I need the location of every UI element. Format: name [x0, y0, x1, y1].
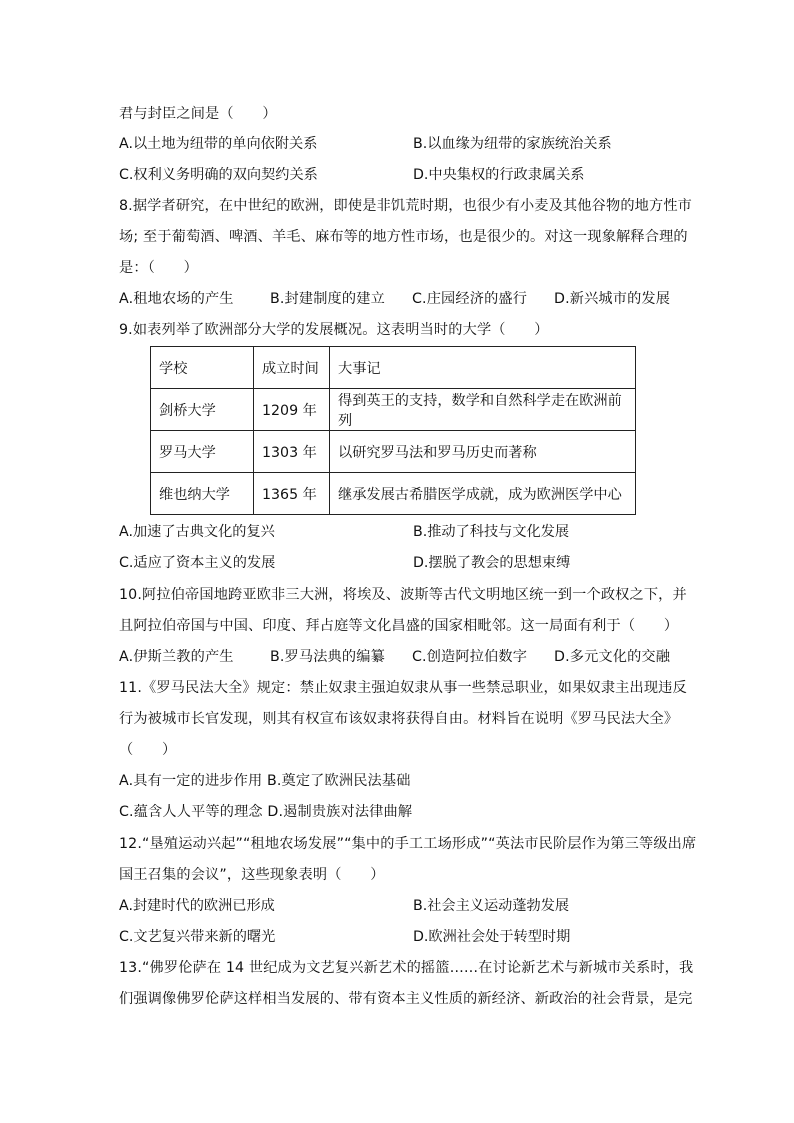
- table-row: [151, 431, 636, 473]
- q7-stem: 君与封臣之间是（ ）: [119, 106, 277, 122]
- q8-stem-line2: 场; 至于葡萄酒、啤酒、羊毛、麻布等的地方性市场，也是很少的。对这一现象解释合理的: [119, 229, 688, 245]
- table-header-row: [151, 347, 636, 389]
- table-row: [151, 473, 636, 515]
- table-cell: 1303 年: [254, 431, 330, 473]
- q9-stem: 9.如表列举了欧洲部分大学的发展概况。这表明当时的大学（ ）: [119, 322, 549, 338]
- q8-stem-line3: 是：（ ）: [119, 260, 198, 276]
- q7-option-c: C.权利义务明确的双向契约关系: [119, 167, 318, 183]
- table-cell: 1365 年: [254, 473, 330, 515]
- q12-option-b: B.社会主义运动蓬勃发展: [413, 898, 570, 914]
- table-cell: 得到英王的支持，数学和自然科学走在欧洲前列: [330, 389, 636, 431]
- table-cell: 罗马大学: [151, 431, 254, 473]
- table-cell: 以研究罗马法和罗马历史而著称: [330, 431, 636, 473]
- q10-option-b: B.罗马法典的编纂: [270, 649, 385, 665]
- q12-stem-line1: 12.“垦殖运动兴起”“租地农场发展”“集中的手工工场形成”“英法市民阶层作为第三等级出席: [119, 836, 697, 852]
- q11-stem-line1: 11.《罗马民法大全》规定：禁止奴隶主强迫奴隶从事一些禁忌职业，如果奴隶主出现违反: [119, 680, 687, 696]
- table-cell: 剑桥大学: [151, 389, 254, 431]
- q9-option-d: D.摆脱了教会的思想束缚: [413, 555, 571, 571]
- q11-stem-line3: （ ）: [119, 742, 177, 758]
- q11-stem-line2: 行为被城市长官发现，则其有权宣布该奴隶将获得自由。材料旨在说明《罗马民法大全》: [119, 711, 679, 727]
- table-cell: 继承发展古希腊医学成就，成为欧洲医学中心: [330, 473, 636, 515]
- q12-option-a: A.封建时代的欧洲已形成: [119, 898, 275, 914]
- q8-option-b: B.封建制度的建立: [270, 291, 385, 307]
- q8-option-d: D.新兴城市的发展: [554, 291, 671, 307]
- table-cell: 1209 年: [254, 389, 330, 431]
- q8-stem-line1: 8.据学者研究，在中世纪的欧洲，即使是非饥荒时期，也很少有小麦及其他谷物的地方性市: [119, 198, 693, 214]
- q9-university-table: [150, 346, 636, 515]
- q10-option-d: D.多元文化的交融: [554, 649, 671, 665]
- q12-stem-line2: 国王召集的会议”，这些现象表明（ ）: [119, 867, 385, 883]
- q10-option-c: C.创造阿拉伯数字: [412, 649, 528, 665]
- table-header-cell: 成立时间: [254, 347, 330, 389]
- q9-option-a: A.加速了古典文化的复兴: [119, 524, 275, 540]
- q12-option-c: C.文艺复兴带来新的曙光: [119, 929, 276, 945]
- q11-options-line1: A.具有一定的进步作用 B.奠定了欧洲民法基础: [119, 773, 411, 789]
- q12-option-d: D.欧洲社会处于转型时期: [413, 929, 571, 945]
- q10-stem-line2: 且阿拉伯帝国与中国、印度、拜占庭等文化昌盛的国家相毗邻。这一局面有利于（ ）: [119, 618, 679, 634]
- q7-option-d: D.中央集权的行政隶属关系: [413, 167, 585, 183]
- table-cell: 维也纳大学: [151, 473, 254, 515]
- q9-option-b: B.推动了科技与文化发展: [413, 524, 570, 540]
- q13-stem-line1: 13.“佛罗伦萨在 14 世纪成为文艺复兴新艺术的摇篮……在讨论新艺术与新城市关系时，我: [119, 960, 694, 976]
- q8-option-c: C.庄园经济的盛行: [412, 291, 528, 307]
- q7-option-b: B.以血缘为纽带的家族统治关系: [413, 136, 612, 152]
- q13-stem-line2: 们强调像佛罗伦萨这样相当发展的、带有资本主义性质的新经济、新政治的社会背景，是完: [119, 991, 693, 1007]
- q7-option-a: A.以土地为纽带的单向依附关系: [119, 136, 318, 152]
- q10-stem-line1: 10.阿拉伯帝国地跨亚欧非三大洲，将埃及、波斯等古代文明地区统一到一个政权之下，并: [119, 587, 687, 603]
- q10-option-a: A.伊斯兰教的产生: [119, 649, 234, 665]
- q9-option-c: C.适应了资本主义的发展: [119, 555, 276, 571]
- table-header-cell: 学校: [151, 347, 254, 389]
- table-header-cell: 大事记: [330, 347, 636, 389]
- q11-options-line2: C.蕴含人人平等的理念 D.遏制贵族对法律曲解: [119, 804, 413, 820]
- table-row: [151, 389, 636, 431]
- q8-option-a: A.租地农场的产生: [119, 291, 234, 307]
